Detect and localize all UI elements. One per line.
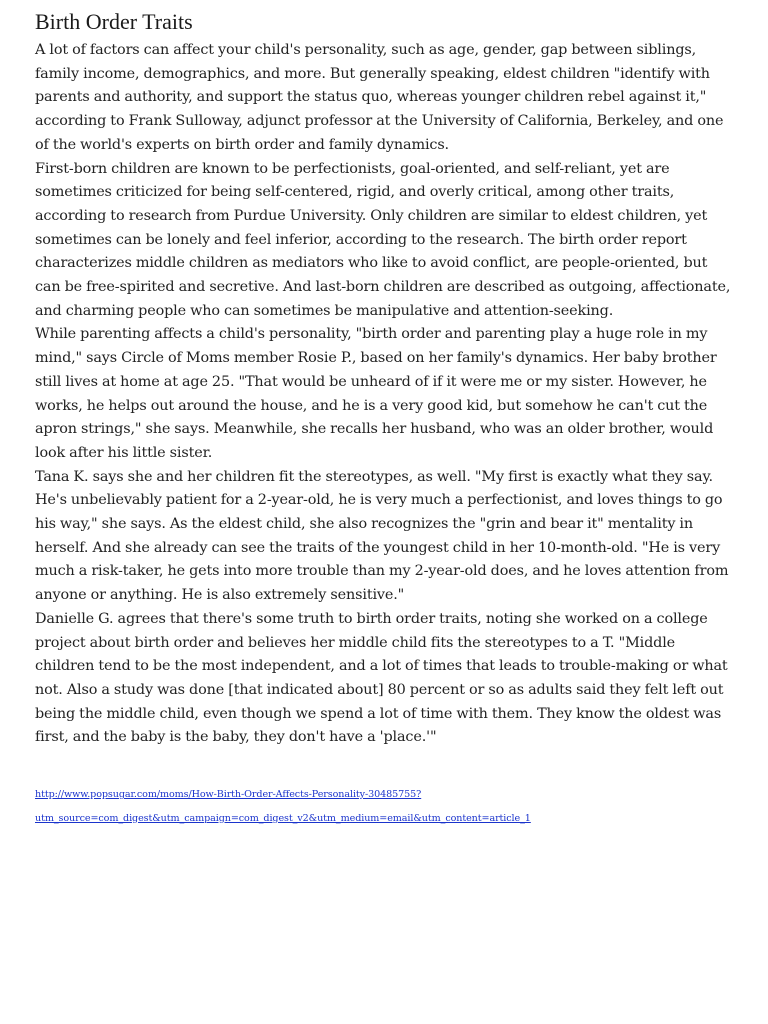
- article-paragraph-2: First-born children are known to be perfectionists, goal-oriented, and self-reliant, yet are sometimes criticized for being self-centered, rigid, and overly critical, among other traits, according to research from Purdue University. Only children are similar to eldest children, yet sometimes can be lonely and feel inferior, according to the research. The birth order report characterizes middle children as mediators who like to avoid conflict, are people-oriented, but can be free-spirited and secretive. And last-born children are described as outgoing, affectionate, and charming people who can sometimes be manipulative and attention-seeking.: [35, 160, 731, 319]
- source-link-block: [35, 783, 735, 830]
- document-page: [35, 8, 735, 830]
- source-link-line-1[interactable]: http://www.popsugar.com/moms/How-Birth-Order-Affects-Personality-30485755?: [35, 789, 422, 801]
- article-paragraph-5: Danielle G. agrees that there's some truth to birth order traits, noting she worked on a college project about birth order and believes her middle child fits the stereotypes to a T. "Middle children tend to be the most independent, and a lot of times that leads to trouble-making or what not. Also a study was done [that indicated about] 80 percent or so as adults said they felt left out being the middle child, even though we spend a lot of time with them. They know the oldest was first, and the baby is the baby, they don't have a 'place.'": [35, 610, 728, 746]
- source-link-line-2[interactable]: utm_source=com_digest&utm_campaign=com_digest_v2&utm_medium=email&utm_content=article_1: [35, 812, 531, 824]
- article-paragraph-1: A lot of factors can affect your child's personality, such as age, gender, gap between siblings, family income, demographics, and more. But generally speaking, eldest children "identify with parents and authority, and support the status quo, whereas younger children rebel against it," according to Frank Sulloway, adjunct professor at the University of California, Berkeley, and one of the world's experts on birth order and family dynamics.: [35, 42, 724, 153]
- article-paragraph-3: While parenting affects a child's personality, "birth order and parenting play a huge role in my mind," says Circle of Moms member Rosie P., based on her family's dynamics. Her baby brother still lives at home at age 25. "That would be unheard of if it were me or my sister. However, he works, he helps out around the house, and he is a very good kid, but somehow he can't cut the apron strings," she says. Meanwhile, she recalls her husband, who was an older brother, would look after his little sister.: [35, 326, 717, 461]
- article-title: Birth Order Traits: [35, 9, 193, 34]
- article-paragraph-4: Tana K. says she and her children fit the stereotypes, as well. "My first is exactly what they say. He's unbelievably patient for a 2-year-old, he is very much a perfectionist, and loves things to go his way," she says. As the eldest child, she also recognizes the "grin and bear it" mentality in herself. And she already can see the traits of the youngest child in her 10-month-old. "He is very much a risk-taker, he gets into more trouble than my 2-year-old does, and he loves attention from anyone or anything. He is also extremely sensitive.": [35, 468, 729, 604]
